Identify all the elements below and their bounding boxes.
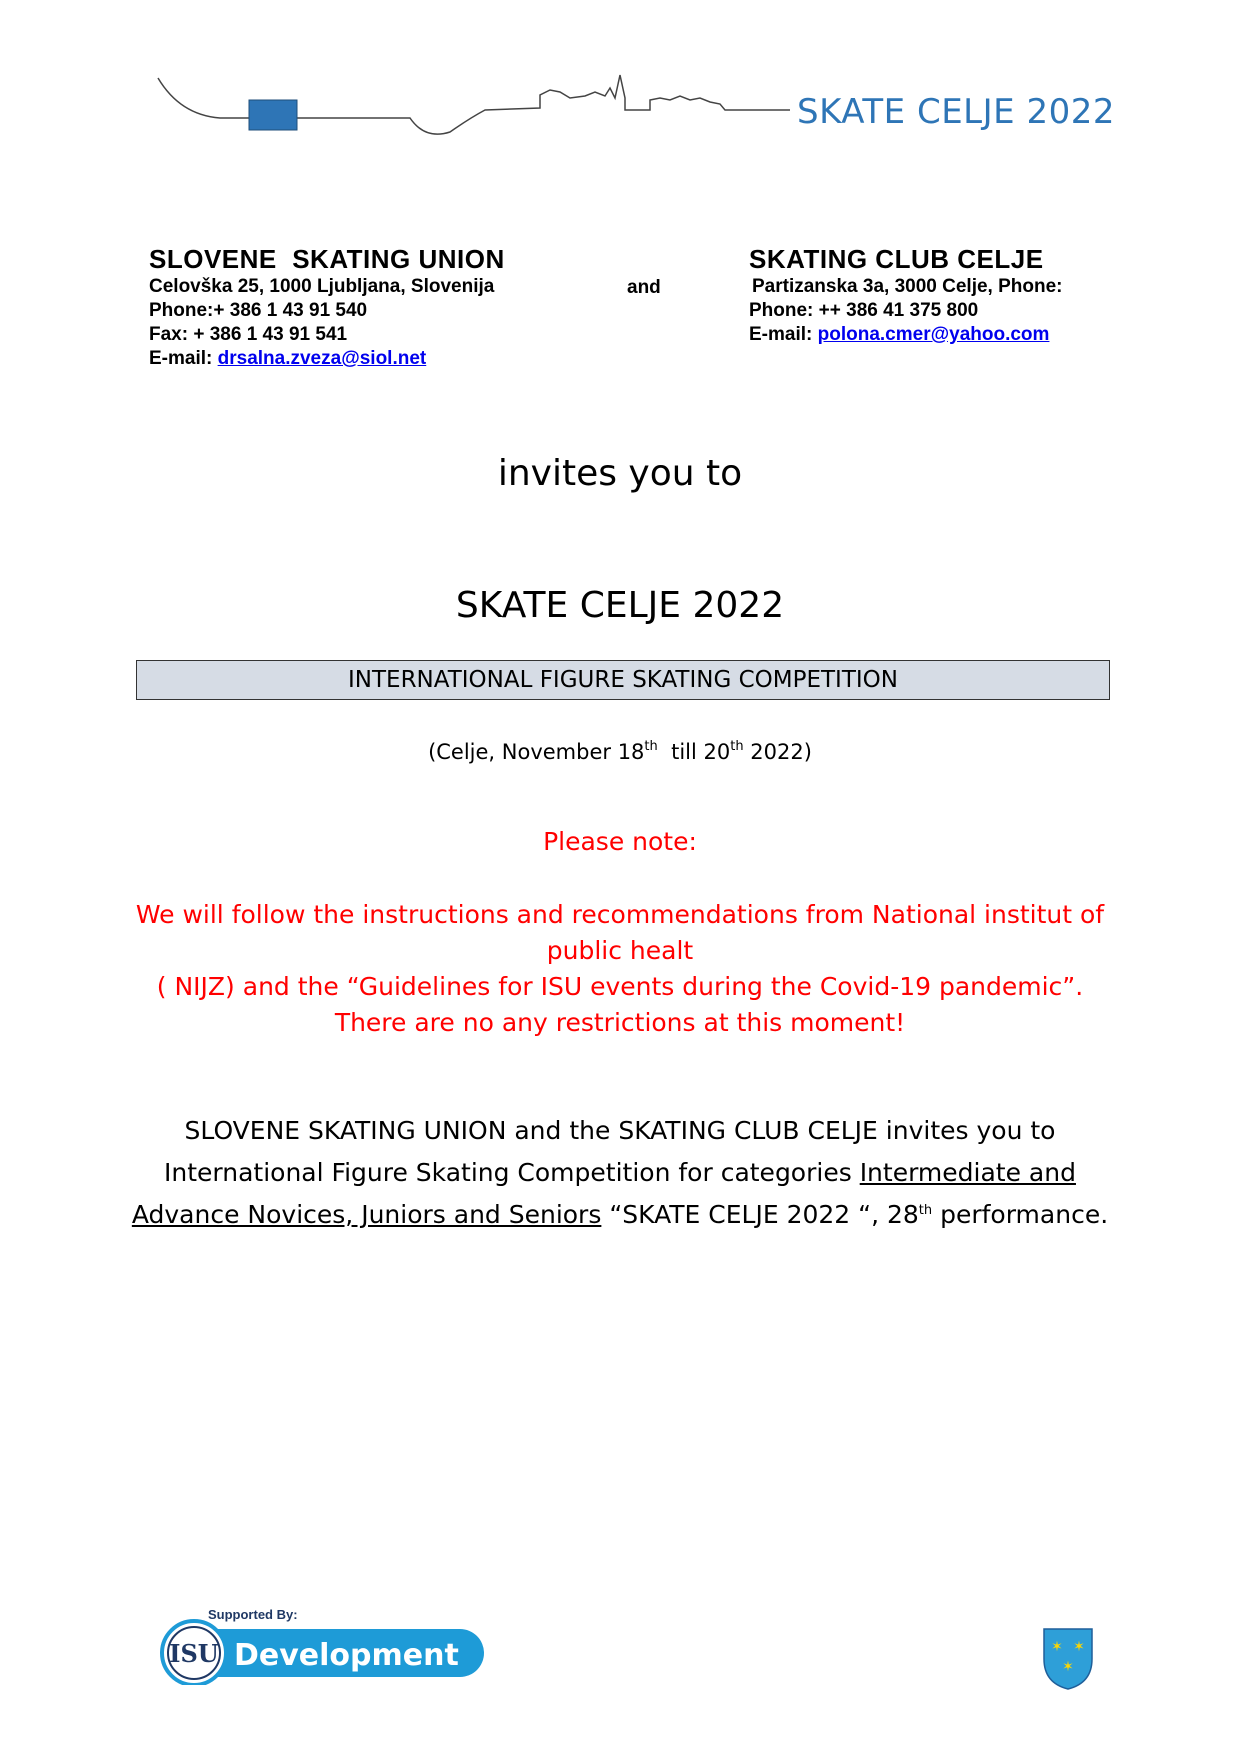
event-title: SKATE CELJE 2022: [455, 585, 785, 626]
invitation-sup: th: [918, 1203, 933, 1218]
invitation-line-2-plain: International Figure Skating Competition for categories: [164, 1158, 860, 1187]
dates-sup-2: th: [730, 739, 744, 754]
svg-text:✶: ✶: [1062, 1658, 1074, 1674]
skate-celje-logo-graphic: [150, 70, 790, 150]
skating-club-celje-block: [749, 244, 1063, 347]
note-line-3: ( NIJZ) and the “Guidelines for ISU events during the Covid-19 pandemic”.: [156, 972, 1084, 1001]
svg-text:✶: ✶: [1051, 1638, 1063, 1654]
invitation-line-2-underlined: Intermediate and: [859, 1158, 1076, 1187]
right-org-email-label: E-mail:: [749, 324, 818, 345]
dates-suffix: 2022): [743, 740, 812, 764]
supported-by-text: Supported By:: [208, 1607, 298, 1622]
right-org-phone: Phone: ++ 386 41 375 800: [749, 300, 979, 321]
left-org-name: SLOVENE SKATING UNION: [149, 244, 505, 274]
invitation-line-2: [130, 1152, 1110, 1194]
dates-sup-1: th: [644, 739, 658, 754]
and-connector: and: [627, 277, 661, 298]
logo-title: SKATE CELJE 2022: [797, 92, 1115, 132]
right-org-email-row: [749, 323, 1063, 347]
slovene-skating-union-block: [149, 244, 505, 371]
left-org-address: Celovška 25, 1000 Ljubljana, Slovenija: [149, 276, 495, 297]
isu-letters: ISU: [169, 1639, 219, 1668]
right-org-email-link[interactable]: polona.cmer@yahoo.com: [817, 324, 1050, 345]
note-line-2: public healt: [546, 936, 694, 965]
left-org-email-row: [149, 347, 505, 371]
right-org-address: Partizanska 3a, 3000 Celje, Phone:: [752, 276, 1063, 297]
left-org-email-label: E-mail:: [149, 348, 218, 369]
note-body: [130, 897, 1110, 1041]
left-org-fax: Fax: + 386 1 43 91 541: [149, 324, 348, 345]
invitation-line-3-end: performance.: [932, 1200, 1109, 1229]
competition-banner: INTERNATIONAL FIGURE SKATING COMPETITION: [136, 660, 1110, 700]
left-org-email-link[interactable]: drsalna.zveza@siol.net: [217, 348, 427, 369]
development-text: Development: [234, 1638, 459, 1673]
dates-middle: till 20: [657, 740, 731, 764]
note-line-4: There are no any restrictions at this moment!: [334, 1008, 906, 1037]
invitation-line-3: [130, 1194, 1110, 1236]
celje-coat-of-arms-icon: [1040, 1625, 1096, 1691]
invitation-paragraph: [130, 1110, 1110, 1236]
invitation-categories: Advance Novices, Juniors and Seniors: [131, 1200, 602, 1229]
right-org-name: SKATING CLUB CELJE: [749, 244, 1044, 274]
invitation-line-1: SLOVENE SKATING UNION and the SKATING CLUB CELJE invites you to: [184, 1116, 1056, 1145]
note-line-1: We will follow the instructions and recommendations from National institut of: [135, 900, 1105, 929]
event-dates: [0, 740, 1240, 764]
svg-text:✶: ✶: [1073, 1638, 1085, 1654]
invitation-line-3-plain: “SKATE CELJE 2022 “, 28: [601, 1200, 919, 1229]
invites-heading: invites you to: [497, 453, 743, 494]
note-title: Please note:: [543, 827, 697, 856]
dates-prefix: (Celje, November 18: [428, 740, 645, 764]
isu-development-logo: [150, 1605, 488, 1685]
left-org-phone: Phone:+ 386 1 43 91 540: [149, 300, 368, 321]
